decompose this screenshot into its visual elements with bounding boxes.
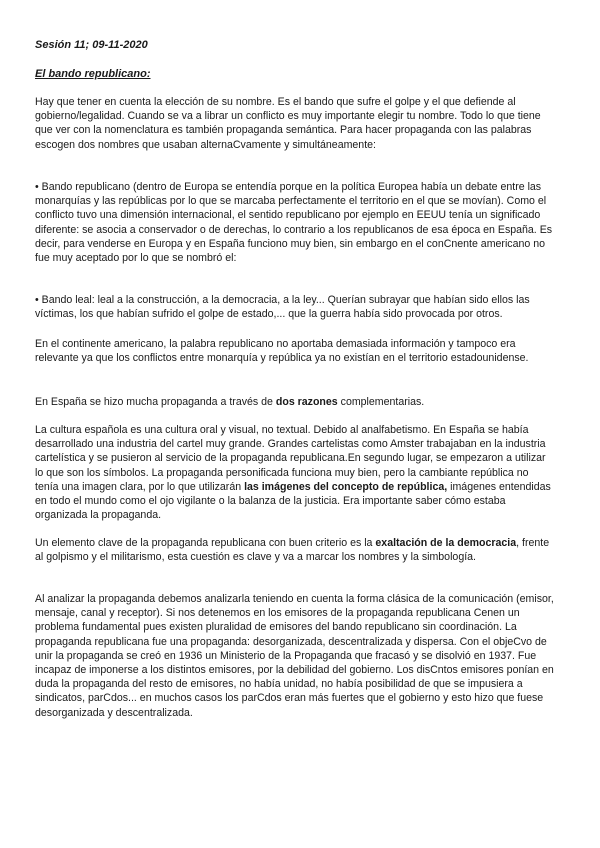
section-heading: El bando republicano: xyxy=(35,68,151,80)
text-run: , frente al golpismo y el militarismo, esta cuestión es clave y va a marcar los nombres y la simbología. xyxy=(35,537,550,564)
text-run: imágenes entendidas en todo el mundo como el ojo vigilante o la balanza de la justicia. Era importante saber cómo estaba organizada la propaganda. xyxy=(35,480,551,522)
text-run: En España se hizo mucha propaganda a través de xyxy=(35,396,276,408)
text-run: Un elemento clave de la propaganda republicana con buen criterio es la xyxy=(35,537,376,549)
paragraph-cultura-oral xyxy=(35,423,555,522)
paragraph-bando-leal: • Bando leal: leal a la construcción, a la democracia, a la ley... Querían subrayar que habían sido ellos las víctimas, los que habían sufrido el golpe de estado,... que la guerra había sido provocada por otros. xyxy=(35,294,530,321)
paragraph-name-choice: Hay que tener en cuenta la elección de su nombre. Es el bando que sufre el golpe y el que defiende al gobierno/legalidad. Cuando se va a librar un conflicto es muy importante elegir tu nombre. Todo lo que tiene que ver con la nomenclatura es también propaganda semántica. Para hacer propaganda con las palabras escogen dos nombres que usaban alternaCvamente y simultáneamente: xyxy=(35,96,541,151)
paragraph-dos-razones xyxy=(35,395,555,409)
paragraph-exaltacion-democracia xyxy=(35,536,555,564)
text-run: complementarias. xyxy=(337,396,425,408)
text-run: La cultura española es una cultura oral y visual, no textual. Debido al analfabetismo. En España se había desarrollado una industria del cartel muy grande. Grandes cartelistas como Amster trabajaban en la industria cartelística y se pusieron al servicio de la propaganda republicana.En segundo lugar, se empezaron a utilizar lo que son los símbolos. La propaganda personificada funciona muy bien, pero la cambiante república no tenía una imagen clara, por lo que utilizarán xyxy=(35,424,546,493)
bold-run: dos razones xyxy=(275,396,338,408)
paragraph-emisores: Al analizar la propaganda debemos analizarla teniendo en cuenta la forma clásica de la comunicación (emisor, mensaje, canal y receptor). Si nos detenemos en los emisores de la propaganda republicana Cenen un problema fundamental pues existen pluralidad de emisores del bando republicano sin coordinación. La propaganda republicana fue una propaganda: desorganizada, descentralizada y dispersa. Con el objeCvo de unir la propaganda se creó en 1936 un Ministerio de la Propaganda que fracasó y se disolvió en 1937. Fue incapaz de imponerse a los distintos emisores, por la debilidad del gobierno. Los disCntos emisores ponían en duda la propaganda del resto de emisores, no había unidad, no había posibilidad de que se impusiera a sindicatos, parCdos... en muchos casos los parCdos eran más fuertes que el gobierno y esto hizo que fuese desorganizada y descentralizada. xyxy=(35,593,554,719)
paragraph-continente-americano: En el continente americano, la palabra republicano no aportaba demasiada información y tampoco era relevante ya que los conflictos entre monarquía y república ya no existían en el territorio estadounidense. xyxy=(35,338,529,365)
bold-run: las imágenes del concepto de república, xyxy=(244,480,448,493)
paragraph-bando-republicano: • Bando republicano (dentro de Europa se entendía porque en la política Europea había un debate entre las monarquías y las repúblicas por lo que se marcaba perfectamente el territorio en el que se movían). Como el conflicto tuvo una dimensión internacional, el sentido republicano por ejemplo en EEUU tenía un significado diferente: se asocia a conservador o de derechas, lo contrario a los republicanos de esa época en España. Es decir, para venderse en Europa y en España funciono muy bien, sin embargo en el conCnente americano no fue muy aceptado por lo que se nombró el: xyxy=(35,181,553,265)
bold-run: exaltación de la democracia xyxy=(375,537,517,549)
session-title: Sesión 11; 09-11-2020 xyxy=(35,39,148,51)
